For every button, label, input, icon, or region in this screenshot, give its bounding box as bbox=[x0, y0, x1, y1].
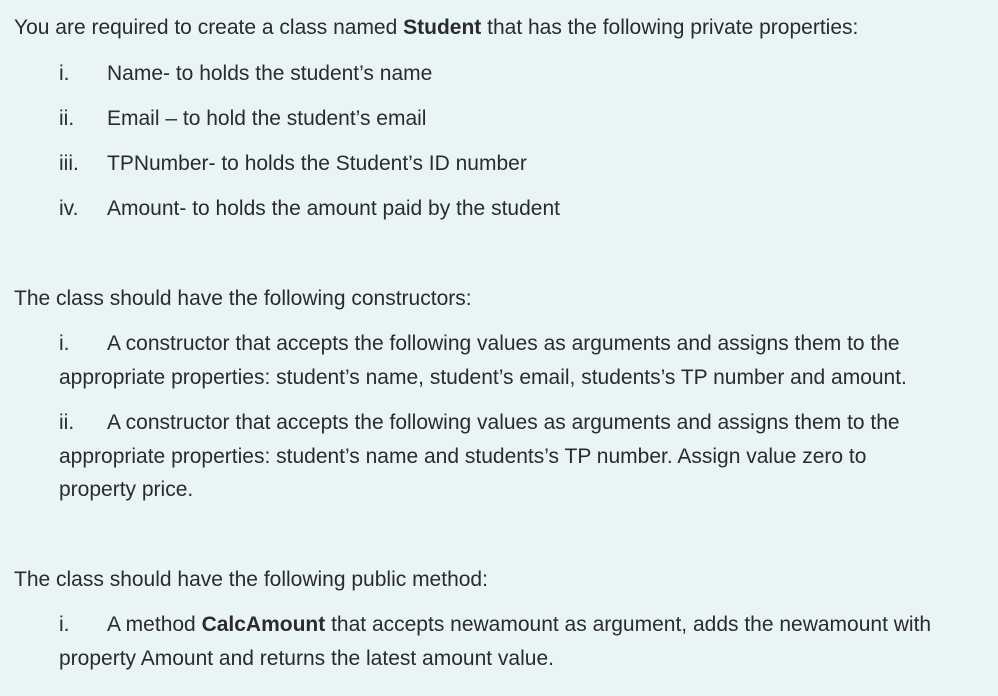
method-name-calcamount: CalcAmount bbox=[201, 613, 326, 636]
method-text-line bbox=[107, 612, 931, 638]
method-text-line: property Amount and returns the latest amount value. bbox=[59, 647, 554, 670]
class-name-student: Student bbox=[403, 16, 482, 39]
list-numeral: iv. bbox=[59, 197, 79, 220]
list-numeral: ii. bbox=[59, 411, 75, 434]
methods-heading: The class should have the following public method: bbox=[14, 568, 488, 591]
method-text-after: that accepts newamount as argument, adds the newamount with bbox=[325, 613, 932, 636]
constructor-text-line: appropriate properties: student’s name, student’s email, students’s TP number and amount. bbox=[59, 366, 907, 389]
constructors-heading: The class should have the following constructors: bbox=[14, 287, 472, 310]
property-text: TPNumber- to holds the Student’s ID number bbox=[107, 152, 527, 175]
method-text-before: A method bbox=[107, 613, 202, 636]
list-numeral: i. bbox=[59, 332, 70, 355]
list-numeral: iii. bbox=[59, 152, 79, 175]
list-numeral: i. bbox=[59, 613, 70, 636]
property-text: Amount- to holds the amount paid by the student bbox=[107, 197, 560, 220]
list-numeral: ii. bbox=[59, 107, 75, 130]
constructor-text-line: appropriate properties: student’s name and students’s TP number. Assign value zero to bbox=[59, 445, 867, 468]
constructor-text-line: A constructor that accepts the following values as arguments and assigns them to the bbox=[107, 411, 900, 434]
constructor-text-line: property price. bbox=[59, 478, 194, 501]
property-text: Name- to holds the student’s name bbox=[107, 62, 433, 85]
intro-text-before: You are required to create a class named bbox=[14, 16, 404, 39]
property-text: Email – to hold the student’s email bbox=[107, 107, 427, 130]
intro-text-after: that has the following private properties: bbox=[481, 16, 859, 39]
constructor-text-line: A constructor that accepts the following values as arguments and assigns them to the bbox=[107, 332, 900, 355]
list-numeral: i. bbox=[59, 62, 70, 85]
intro-paragraph bbox=[14, 15, 858, 41]
